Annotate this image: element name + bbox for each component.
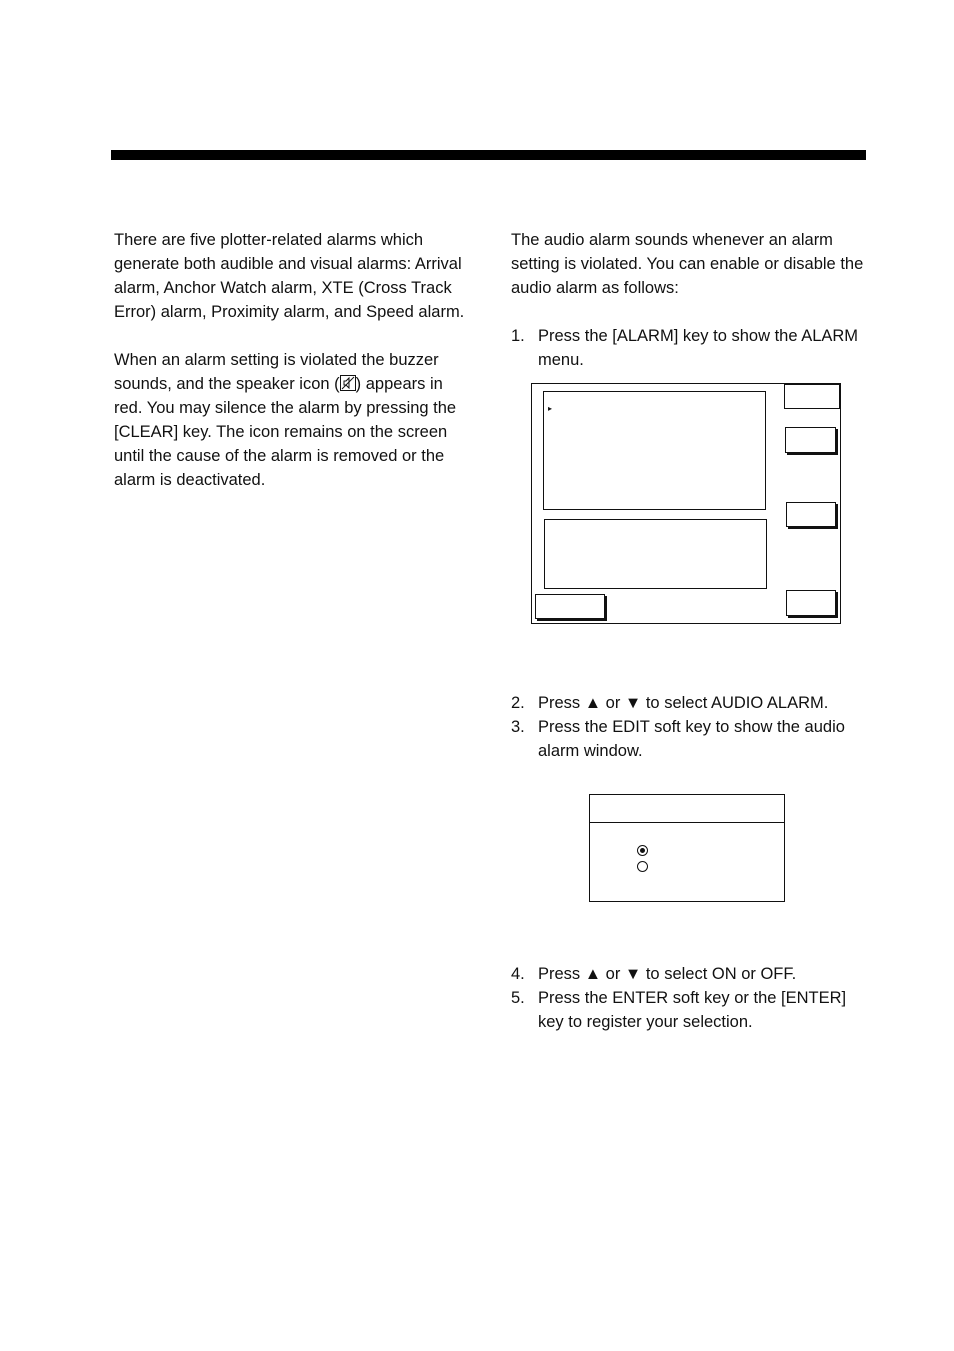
radio-option-off [637,861,648,872]
alarm-menu-info-box [544,519,767,589]
step-number: 4. [511,965,525,983]
alarms-overview-paragraph: There are five plotter-related alarms which generate both audible and visual alarms: Arrival alarm, Anchor Watch alarm, XTE (Cross Track Error) alarm, Proximity alarm, and Speed alarm. [114,231,465,321]
soft-key-2 [785,427,836,453]
radio-option-on [637,845,648,856]
audio-alarm-window-title-divider [590,822,784,823]
step-number: 5. [511,989,525,1007]
step-5 [511,986,861,1034]
step-number: 1. [511,327,525,345]
step-3 [511,715,861,763]
step-number: 3. [511,718,525,736]
step-1 [511,324,861,372]
audio-alarm-window-figure [589,794,785,902]
soft-key-4 [786,590,836,616]
menu-cursor-icon: ▸ [548,404,553,413]
speaker-icon [340,375,356,391]
step-number: 2. [511,694,525,712]
audio-alarm-intro: The audio alarm sounds whenever an alarm setting is violated. You can enable or disable the audio alarm as follows: [511,231,864,297]
step-text: Press ▲ or ▼ to select ON or OFF. [538,965,797,983]
left-column [114,228,474,492]
right-column-intro [511,228,871,300]
step-text: Press the [ALARM] key to show the ALARM menu. [538,327,859,369]
soft-key-1 [784,384,840,409]
step-2 [511,691,861,715]
step-4 [511,962,861,986]
soft-key-3 [786,502,836,527]
speaker-icon-paragraph: When an alarm setting is violated the buzzer sounds, and the speaker icon ( ) appears in red. You may silence the alarm by pressing the [CLEAR] key. The icon remains on the screen until the cause of the alarm is removed or the alarm is deactivated. [114,351,457,489]
step-text: Press the ENTER soft key or the [ENTER] key to register your selection. [538,989,847,1031]
section-top-rule [111,150,866,160]
step-text: Press ▲ or ▼ to select AUDIO ALARM. [538,694,829,712]
alarm-menu-list-box [543,391,766,510]
soft-key-return [535,594,605,619]
step-text: Press the EDIT soft key to show the audio alarm window. [538,718,845,760]
